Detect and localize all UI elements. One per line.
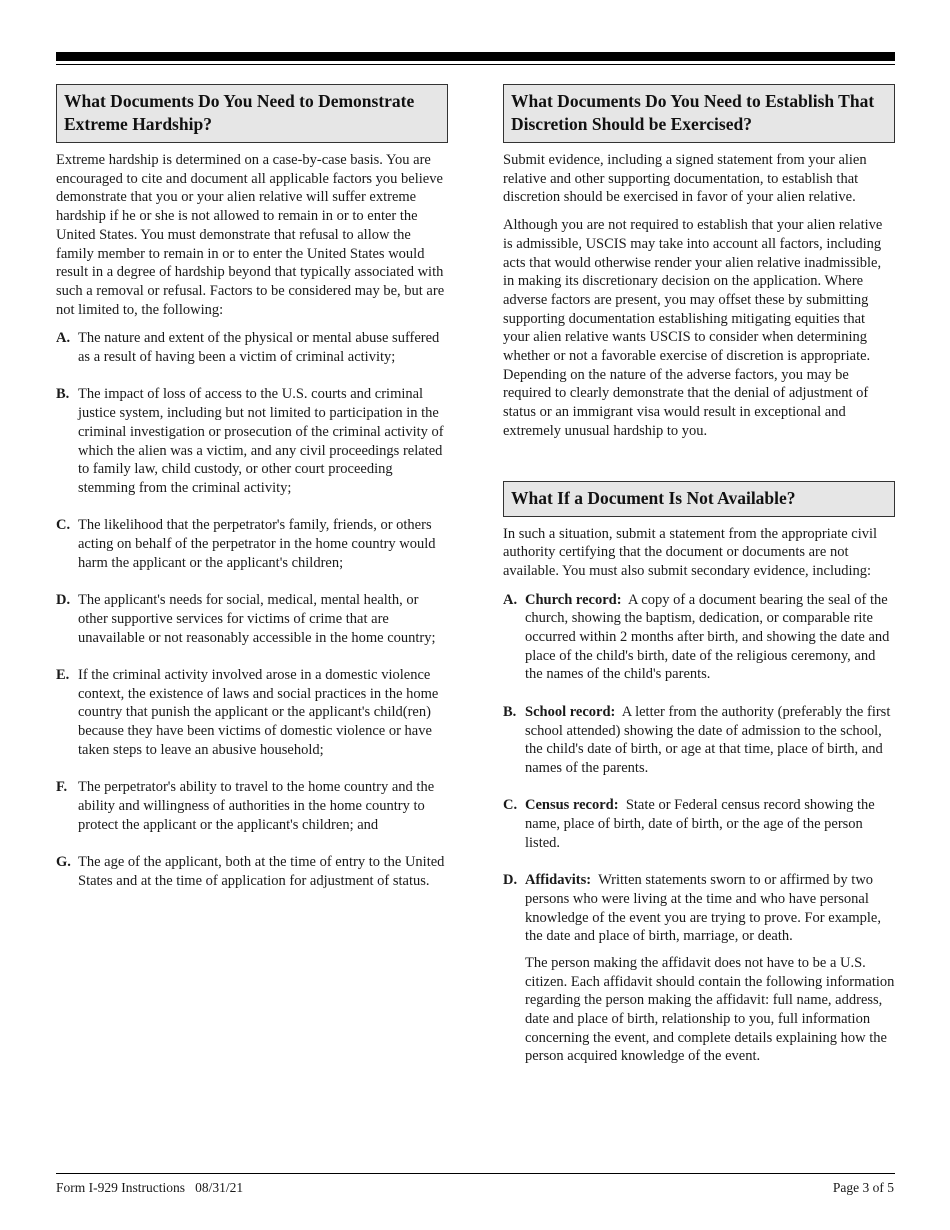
item-marker: E.: [56, 666, 70, 683]
item-text: The perpetrator's ability to travel to the home country and the ability and willingness of authorities in the home country to protect the applicant or the applicant's children; and: [78, 779, 435, 833]
item-marker: F.: [56, 779, 68, 796]
item-term: Church record:: [525, 591, 622, 608]
footer-rule: [56, 1173, 895, 1174]
list-item: [56, 666, 448, 760]
right-column: [503, 84, 895, 1066]
list-item: [503, 796, 895, 852]
item-text: Written statements sworn to or affirmed by two persons who were living at the time and who have personal knowledge of the event you are trying to prove. For example, the date and place of birth, marriage, or death.: [525, 872, 881, 945]
item-text: The applicant's needs for social, medical, mental health, or other supportive services for victims of crime that are unavailable or not reasonably accessible in the home country;: [78, 592, 436, 646]
item-text: The impact of loss of access to the U.S. courts and criminal justice system, including but not limited to participation in the criminal investigation or prosecution of the criminal activity of which the alien was a victim, and any civil proceedings related to family law, child custody, or other court proceeding stemming from the criminal activity;: [78, 386, 444, 496]
list-item: [56, 778, 448, 834]
section-heading-discretion: What Documents Do You Need to Establish That Discretion Should be Exercised?: [503, 84, 895, 143]
top-rule-thin: [56, 64, 895, 65]
item-marker: A.: [56, 330, 71, 347]
item-marker: A.: [503, 591, 518, 608]
item-term: Census record:: [525, 797, 619, 814]
secondary-evidence-list: [503, 591, 895, 946]
list-item: [56, 591, 448, 647]
section-heading-document-unavailable: What If a Document Is Not Available?: [503, 481, 895, 517]
list-item: [56, 329, 448, 366]
item-text: If the criminal activity involved arose in a domestic violence context, the existence of laws and social practices in the home country that punish the applicant or the applicant's child(ren) because they have been victims of domestic violence or have taken steps to leave an abusive household;: [78, 666, 439, 758]
discretion-paragraph-2: Although you are not required to establish that your alien relative is admissible, USCIS may take into account all factors, including acts that would otherwise render your alien relative inadmissible, in making its discretionary decision on the application. Where adverse factors are present, you may offset these by submitting supporting documentation establishing mitigating equities that your alien relative wants USCIS to consider when determining whether or not a favorable exercise of discretion is appropriate. Depending on the nature of the adverse factors, you may be required to clearly demonstrate that the denial of adjustment of status or an immigrant visa would result in exceptional and extremely unusual hardship to you.: [503, 217, 883, 439]
item-marker: D.: [56, 592, 71, 609]
item-marker: B.: [503, 703, 517, 720]
list-item: [56, 385, 448, 497]
item-marker: D.: [503, 872, 518, 889]
item-text: The age of the applicant, both at the time of entry to the United States and at the time of application for adjustment of status.: [78, 853, 445, 889]
list-item: [56, 516, 448, 572]
list-item: [56, 853, 448, 890]
footer-page-number: Page 3 of 5: [832, 1180, 894, 1195]
item-text: A letter from the authority (preferably the first school attended) showing the date of admission to the school, the child's date of birth, or age at that time, place of birth, and names of the parents.: [525, 703, 891, 776]
item-marker: C.: [503, 797, 518, 814]
item-text: The nature and extent of the physical or mental abuse suffered as a result of having been a victim of criminal activity;: [78, 330, 440, 366]
list-item: [503, 591, 895, 685]
top-rule-thick: [56, 52, 895, 61]
discretion-paragraph-1: Submit evidence, including a signed statement from your alien relative and other supporting documentation, to establish that discretion should be exercised in favor of your alien relative.: [503, 152, 867, 206]
list-item: [503, 871, 895, 946]
item-marker: G.: [56, 853, 71, 870]
item-term: School record:: [525, 703, 616, 720]
item-marker: C.: [56, 517, 71, 534]
item-marker: B.: [56, 386, 70, 403]
footer-form-id: Form I-929 Instructions 08/31/21: [56, 1180, 244, 1195]
section-heading-extreme-hardship: What Documents Do You Need to Demonstrate Extreme Hardship?: [56, 84, 448, 143]
document-unavailable-paragraph: In such a situation, submit a statement from the appropriate civil authority certifying that the document or documents are not available. You must also submit secondary evidence, including:: [503, 525, 878, 579]
left-column: [56, 84, 448, 909]
extreme-hardship-intro: Extreme hardship is determined on a case-by-case basis. You are encouraged to cite and document all applicable factors you believe demonstrate that you or your alien relative will suffer extreme hardship if he or she is not allowed to remain in or to enter the United States. You must demonstrate that refusal to allow the family member to remain in or to enter the United States would result in a degree of hardship beyond that typically associated with such a removal or refusal. Factors to be considered may be, but are not limited to, the following:: [56, 152, 445, 318]
item-text: The likelihood that the perpetrator's family, friends, or others acting on behalf of the perpetrator in the home country would harm the applicant or the applicant's children;: [78, 517, 436, 571]
item-text: State or Federal census record showing the name, place of birth, date of birth, or the age of the person listed.: [525, 797, 875, 851]
list-item: [503, 703, 895, 778]
item-text: A copy of a document bearing the seal of the church, showing the baptism, dedication, or comparable rite occurred within 2 months after birth, and showing the date and place of the child's birth, date of the religious ceremony, and the names of the child's parents.: [525, 591, 890, 683]
affidavit-note: The person making the affidavit does not have to be a U.S. citizen. Each affidavit should contain the following information regarding the person making the affidavit: full name, address, date and place of birth, relationship to you, full information concerning the event, and complete details explaining how the person acquired knowledge of the event.: [525, 954, 895, 1065]
item-term: Affidavits:: [525, 872, 592, 889]
hardship-factors-list: [56, 329, 448, 890]
